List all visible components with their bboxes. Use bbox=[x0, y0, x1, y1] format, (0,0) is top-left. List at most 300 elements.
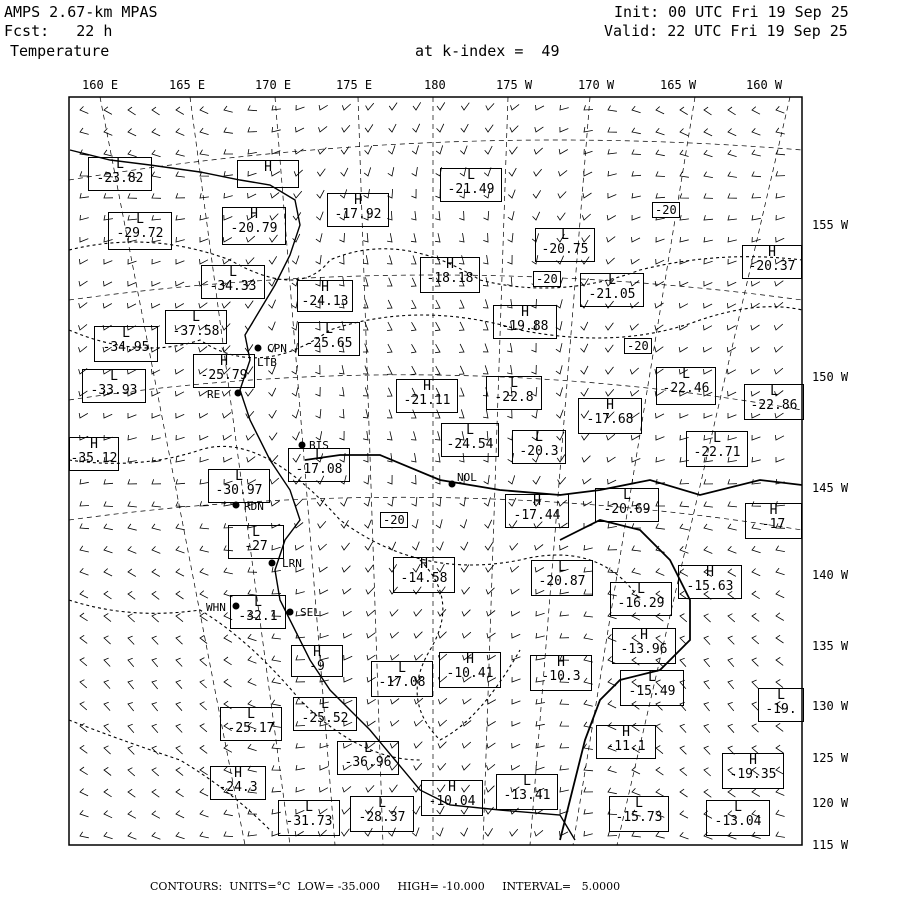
wind-barb bbox=[776, 613, 784, 621]
wind-barb bbox=[223, 412, 232, 418]
station-dot bbox=[269, 560, 276, 567]
wind-barb bbox=[461, 124, 469, 132]
wind-barb bbox=[248, 744, 257, 751]
extremum-type: L bbox=[713, 431, 721, 446]
wind-barb bbox=[584, 766, 593, 771]
wind-barb bbox=[752, 789, 760, 797]
wind-barb bbox=[680, 746, 686, 754]
wind-barb bbox=[390, 610, 398, 617]
wind-barb bbox=[318, 544, 326, 550]
wind-barb bbox=[459, 388, 464, 396]
wind-barb bbox=[411, 278, 416, 287]
high-center-box bbox=[393, 557, 455, 593]
wind-barb bbox=[581, 366, 588, 374]
wind-barb bbox=[435, 366, 440, 375]
wind-barb bbox=[340, 498, 347, 506]
wind-barb bbox=[152, 150, 161, 157]
wind-barb bbox=[104, 591, 112, 599]
wind-barb bbox=[704, 479, 713, 484]
extremum-type: H bbox=[521, 305, 529, 320]
wind-barb bbox=[510, 543, 518, 550]
wind-barb bbox=[176, 546, 185, 553]
wind-barb bbox=[774, 324, 783, 330]
longitude-label: 160 E bbox=[82, 78, 119, 92]
extremum-value: -21.11 bbox=[403, 393, 451, 408]
extremum-type: L bbox=[116, 157, 124, 172]
wind-barb bbox=[486, 103, 494, 110]
wind-barb bbox=[584, 171, 593, 176]
wind-barb bbox=[632, 568, 641, 574]
high-center-box bbox=[742, 245, 802, 279]
extremum-type: L bbox=[734, 800, 742, 815]
wind-barb bbox=[296, 677, 305, 682]
wind-barb bbox=[727, 369, 736, 374]
extremum-type: H bbox=[446, 257, 454, 272]
wind-barb bbox=[584, 700, 593, 706]
wind-barb bbox=[411, 453, 416, 462]
wind-barb bbox=[176, 172, 185, 178]
wind-barb bbox=[128, 457, 137, 462]
wind-barb bbox=[200, 680, 207, 688]
wind-barb bbox=[632, 128, 641, 134]
wind-barb bbox=[80, 789, 88, 796]
wind-barb bbox=[152, 524, 161, 530]
parallel-line bbox=[69, 494, 802, 530]
extremum-type: L bbox=[558, 560, 566, 575]
low-center-box bbox=[609, 796, 669, 832]
wind-barb bbox=[176, 457, 185, 462]
wind-barb bbox=[437, 124, 444, 132]
wind-barb bbox=[752, 215, 761, 220]
wind-barb bbox=[680, 546, 688, 553]
wind-barb bbox=[128, 811, 136, 819]
wind-barb bbox=[556, 387, 563, 396]
wind-barb bbox=[176, 435, 185, 440]
wind-barb bbox=[508, 211, 514, 220]
wind-barb bbox=[728, 724, 734, 732]
wind-barb bbox=[387, 475, 392, 484]
extremum-value: -18.18 bbox=[426, 271, 474, 286]
wind-barb bbox=[296, 589, 305, 594]
wind-barb bbox=[510, 829, 518, 836]
station-label: LRN bbox=[282, 557, 302, 570]
wind-barb bbox=[560, 699, 569, 704]
wind-barb bbox=[367, 633, 376, 638]
low-center-box bbox=[744, 384, 804, 420]
wind-barb bbox=[775, 435, 784, 440]
extremum-value: -15.49 bbox=[628, 684, 676, 699]
extremum-value: -34.95 bbox=[102, 340, 150, 355]
wind-barb bbox=[462, 764, 470, 770]
wind-barb bbox=[414, 742, 422, 748]
wind-barb bbox=[152, 703, 158, 712]
wind-barb bbox=[175, 369, 184, 374]
wind-barb bbox=[507, 343, 512, 352]
wind-barb bbox=[411, 256, 416, 265]
wind-barb bbox=[200, 435, 209, 440]
contour-value-label: -20 bbox=[533, 271, 561, 287]
wind-barb bbox=[341, 147, 349, 155]
wind-barb bbox=[363, 233, 368, 242]
contour-value-label: -20 bbox=[652, 202, 680, 218]
wind-barb bbox=[80, 702, 87, 710]
wind-barb bbox=[461, 542, 468, 550]
wind-barb bbox=[703, 325, 712, 330]
wind-barb bbox=[462, 587, 470, 594]
wind-barb bbox=[128, 591, 135, 599]
wind-barb bbox=[176, 811, 184, 818]
extremum-type: L bbox=[364, 741, 372, 756]
wind-barb bbox=[391, 720, 400, 726]
wind-barb bbox=[152, 172, 161, 178]
extremum-type: H bbox=[769, 503, 778, 518]
high-center-box bbox=[222, 207, 286, 245]
wind-barb bbox=[342, 125, 350, 132]
wind-barb bbox=[533, 212, 540, 220]
map-frame bbox=[69, 97, 802, 845]
wind-barb bbox=[536, 743, 545, 748]
wind-barb bbox=[485, 146, 493, 154]
wind-barb bbox=[656, 413, 665, 418]
wind-barb bbox=[535, 545, 544, 551]
wind-barb bbox=[247, 457, 256, 462]
wind-barb bbox=[680, 658, 686, 667]
extremum-value: -13.04 bbox=[714, 814, 762, 829]
extremum-value: -25.17 bbox=[227, 721, 275, 736]
wind-barb bbox=[128, 413, 136, 418]
wind-barb bbox=[339, 409, 344, 418]
wind-barb bbox=[608, 545, 617, 550]
wind-barb bbox=[80, 591, 88, 598]
wind-barb bbox=[104, 524, 113, 530]
extremum-value: -27 bbox=[244, 539, 268, 554]
wind-barb bbox=[461, 103, 469, 110]
wind-barb bbox=[534, 148, 543, 154]
extremum-type: H bbox=[250, 207, 258, 222]
wind-barb bbox=[704, 703, 710, 712]
wind-barb bbox=[128, 636, 134, 644]
wind-barb bbox=[272, 744, 281, 749]
extremum-type: H bbox=[354, 193, 362, 208]
station-label: SEL bbox=[300, 606, 320, 619]
wind-barb bbox=[246, 434, 254, 440]
wind-barb bbox=[728, 502, 737, 507]
extremum-value: -37.58 bbox=[172, 324, 220, 339]
extremum-value: -23.82 bbox=[96, 171, 144, 186]
wind-barb bbox=[511, 589, 520, 594]
wind-barb bbox=[104, 746, 111, 754]
model-title: AMPS 2.67-km MPAS bbox=[4, 3, 158, 21]
wind-barb bbox=[411, 431, 416, 440]
wind-barb bbox=[200, 658, 207, 666]
wind-barb bbox=[752, 569, 760, 576]
wind-barb bbox=[200, 767, 208, 775]
low-center-box bbox=[288, 448, 350, 482]
wind-barb bbox=[435, 453, 440, 462]
wind-barb bbox=[655, 281, 664, 286]
wind-barb bbox=[366, 610, 374, 616]
wind-barb bbox=[582, 433, 590, 440]
wind-barb bbox=[295, 545, 304, 550]
extremum-type: H bbox=[768, 245, 776, 260]
wind-barb bbox=[632, 788, 640, 795]
wind-barb bbox=[728, 172, 737, 178]
wind-barb bbox=[79, 281, 88, 286]
wind-barb bbox=[387, 233, 392, 242]
wind-barb bbox=[511, 104, 520, 110]
wind-barb bbox=[387, 388, 392, 397]
wind-barb bbox=[152, 811, 160, 819]
wind-barb bbox=[487, 633, 496, 638]
wind-barb bbox=[104, 479, 113, 484]
wind-barb bbox=[607, 457, 616, 462]
wind-barb bbox=[320, 611, 328, 616]
wind-barb bbox=[507, 365, 512, 374]
low-center-box bbox=[337, 741, 399, 775]
wind-barb bbox=[776, 745, 784, 753]
wind-barb bbox=[413, 124, 420, 132]
wind-barb bbox=[343, 786, 352, 792]
wind-barb bbox=[704, 768, 711, 776]
wind-barb bbox=[656, 767, 663, 775]
wind-barb bbox=[536, 765, 545, 770]
low-center-box bbox=[486, 376, 542, 410]
wind-barb bbox=[436, 145, 443, 154]
wind-barb bbox=[200, 193, 209, 198]
wind-barb bbox=[556, 365, 562, 374]
extremum-value: -25.79 bbox=[200, 368, 248, 383]
low-center-box bbox=[94, 326, 158, 362]
wind-barb bbox=[608, 766, 617, 773]
wind-barb bbox=[435, 322, 440, 331]
contour-value-label: -20 bbox=[380, 512, 408, 528]
wind-barb bbox=[581, 322, 588, 330]
extremum-value: -31.73 bbox=[285, 814, 333, 829]
high-center-box bbox=[193, 354, 255, 388]
wind-barb bbox=[630, 390, 639, 396]
extremum-value: -22.8 bbox=[494, 390, 534, 405]
wind-barb bbox=[560, 105, 569, 110]
wind-barb bbox=[507, 409, 512, 418]
wind-barb bbox=[459, 366, 464, 375]
wind-barb bbox=[315, 387, 320, 396]
wind-barb bbox=[176, 658, 182, 666]
wind-barb bbox=[103, 303, 112, 308]
wind-barb bbox=[605, 367, 613, 374]
wind-barb bbox=[79, 324, 88, 330]
wind-barb bbox=[631, 259, 640, 264]
wind-barb bbox=[317, 190, 325, 198]
wind-barb bbox=[176, 591, 184, 599]
wind-barb bbox=[363, 431, 368, 440]
wind-barb bbox=[391, 699, 400, 705]
extremum-value: -20.37 bbox=[748, 259, 796, 274]
wind-barb bbox=[319, 105, 328, 110]
wind-barb bbox=[387, 410, 392, 419]
high-center-box bbox=[237, 160, 299, 188]
wind-barb bbox=[318, 148, 326, 155]
extremum-type: L bbox=[648, 670, 656, 685]
extremum-type: L bbox=[523, 774, 531, 789]
wind-barb bbox=[80, 128, 89, 134]
wind-barb bbox=[339, 431, 344, 440]
wind-barb bbox=[728, 546, 736, 553]
wind-barb bbox=[536, 105, 545, 110]
wind-barb bbox=[389, 785, 397, 792]
wind-barb bbox=[584, 831, 593, 836]
meridian-line bbox=[530, 97, 590, 845]
wind-barb bbox=[293, 212, 301, 220]
wind-barb bbox=[387, 322, 392, 331]
longitude-label: 165 E bbox=[169, 78, 206, 92]
wind-barb bbox=[680, 129, 688, 136]
wind-barb bbox=[152, 435, 161, 440]
wind-barb bbox=[248, 678, 256, 685]
wind-barb bbox=[152, 569, 160, 577]
extremum-value: -13.96 bbox=[620, 642, 668, 657]
wind-barb bbox=[294, 500, 302, 506]
coastline-path bbox=[70, 150, 575, 840]
wind-barb bbox=[704, 107, 712, 115]
extremum-value: -13.41 bbox=[503, 788, 551, 803]
wind-barb bbox=[176, 724, 182, 732]
wind-barb bbox=[363, 409, 368, 418]
high-center-box bbox=[722, 753, 784, 789]
wind-barb bbox=[436, 828, 443, 836]
wind-barb bbox=[704, 681, 710, 690]
wind-barb bbox=[412, 542, 419, 550]
wind-barb bbox=[245, 389, 253, 396]
wind-barb bbox=[483, 299, 488, 308]
contour-legend: CONTOURS: UNITS=°C LOW= -35.000 HIGH= -10.000 INTERVAL= 5.0000 bbox=[150, 880, 621, 893]
wind-barb bbox=[483, 277, 488, 286]
wind-barb bbox=[462, 610, 470, 616]
wind-barb bbox=[776, 546, 785, 552]
wind-barb bbox=[728, 479, 737, 484]
wind-barb bbox=[459, 211, 464, 220]
high-center-box bbox=[439, 652, 501, 688]
wind-barb bbox=[486, 588, 494, 594]
wind-barb bbox=[584, 545, 593, 550]
wind-barb bbox=[656, 171, 665, 176]
wind-barb bbox=[484, 475, 490, 484]
wind-barb bbox=[344, 655, 353, 660]
wind-barb bbox=[269, 433, 277, 440]
extremum-type: L bbox=[136, 212, 144, 227]
extremum-value: -19. bbox=[765, 702, 797, 717]
wind-barb bbox=[704, 636, 710, 645]
wind-barb bbox=[248, 634, 257, 641]
extremum-type: H bbox=[706, 565, 714, 580]
wind-barb bbox=[339, 365, 344, 374]
wind-barb bbox=[751, 369, 760, 374]
wind-barb bbox=[200, 702, 207, 710]
init-time: Init: 00 UTC Fri 19 Sep 25 bbox=[614, 3, 849, 21]
wind-barb bbox=[296, 127, 305, 132]
level-label: at k-index = 49 bbox=[415, 42, 560, 60]
wind-barb bbox=[462, 742, 471, 748]
wind-barb bbox=[200, 591, 208, 599]
wind-barb bbox=[605, 345, 613, 352]
latitude-label: 155 W bbox=[812, 218, 849, 232]
wind-barb bbox=[152, 746, 158, 754]
wind-barb bbox=[704, 746, 710, 754]
wind-barb bbox=[583, 193, 592, 198]
wind-barb bbox=[680, 724, 686, 732]
wind-barb bbox=[632, 767, 640, 774]
wind-barb bbox=[316, 212, 323, 220]
wind-barb bbox=[104, 614, 111, 622]
wind-barb bbox=[343, 611, 352, 616]
low-center-box bbox=[656, 367, 716, 405]
wind-barb bbox=[224, 128, 233, 134]
wind-barb bbox=[224, 106, 233, 112]
wind-barb bbox=[104, 702, 110, 710]
wind-barb bbox=[680, 150, 689, 157]
wind-barb bbox=[776, 568, 785, 575]
wind-barb bbox=[176, 680, 182, 689]
extremum-value: -9 bbox=[309, 659, 325, 674]
wind-barb bbox=[200, 237, 208, 242]
wind-barb bbox=[200, 215, 209, 220]
wind-barb bbox=[680, 636, 686, 644]
wind-barb bbox=[728, 129, 736, 136]
wind-barb bbox=[487, 764, 496, 770]
extremum-value: -24.54 bbox=[446, 437, 494, 452]
wind-barb bbox=[175, 347, 184, 352]
extremum-value: -24.13 bbox=[301, 294, 349, 309]
extremum-value: -17.08 bbox=[295, 462, 343, 477]
wind-barb bbox=[272, 700, 281, 706]
wind-barb bbox=[224, 568, 233, 574]
wind-barb bbox=[462, 632, 471, 638]
wind-barb bbox=[387, 366, 392, 375]
low-center-box bbox=[350, 796, 414, 832]
wind-barb bbox=[483, 365, 488, 374]
wind-barb bbox=[414, 654, 422, 660]
wind-barb bbox=[128, 703, 134, 712]
wind-barb bbox=[176, 479, 185, 484]
wind-barb bbox=[152, 259, 161, 264]
extremum-value: -25.65 bbox=[305, 336, 353, 351]
extremum-type: H bbox=[557, 655, 565, 670]
high-center-box bbox=[297, 280, 353, 312]
wind-barb bbox=[224, 635, 232, 643]
longitude-label: 175 W bbox=[496, 78, 533, 92]
wind-barb bbox=[342, 566, 350, 572]
wind-barb bbox=[680, 789, 688, 797]
wind-barb bbox=[292, 387, 298, 396]
latitude-label: 150 W bbox=[812, 370, 849, 384]
wind-barb bbox=[704, 724, 710, 732]
wind-barb bbox=[245, 344, 253, 352]
wind-barb bbox=[776, 635, 784, 643]
wind-barb bbox=[508, 475, 515, 484]
wind-barb bbox=[751, 347, 760, 352]
extremum-value: -15.63 bbox=[686, 579, 734, 594]
longitude-label: 160 W bbox=[746, 78, 783, 92]
wind-barb bbox=[752, 435, 760, 440]
wind-barb bbox=[536, 611, 545, 616]
wind-barb bbox=[152, 129, 160, 136]
wind-barb bbox=[752, 658, 758, 666]
wind-barb bbox=[414, 720, 423, 726]
wind-barb bbox=[582, 456, 590, 462]
extremum-type: L bbox=[325, 322, 333, 337]
wind-barb bbox=[365, 542, 373, 550]
wind-barb bbox=[128, 193, 137, 198]
wind-barb bbox=[128, 281, 137, 286]
